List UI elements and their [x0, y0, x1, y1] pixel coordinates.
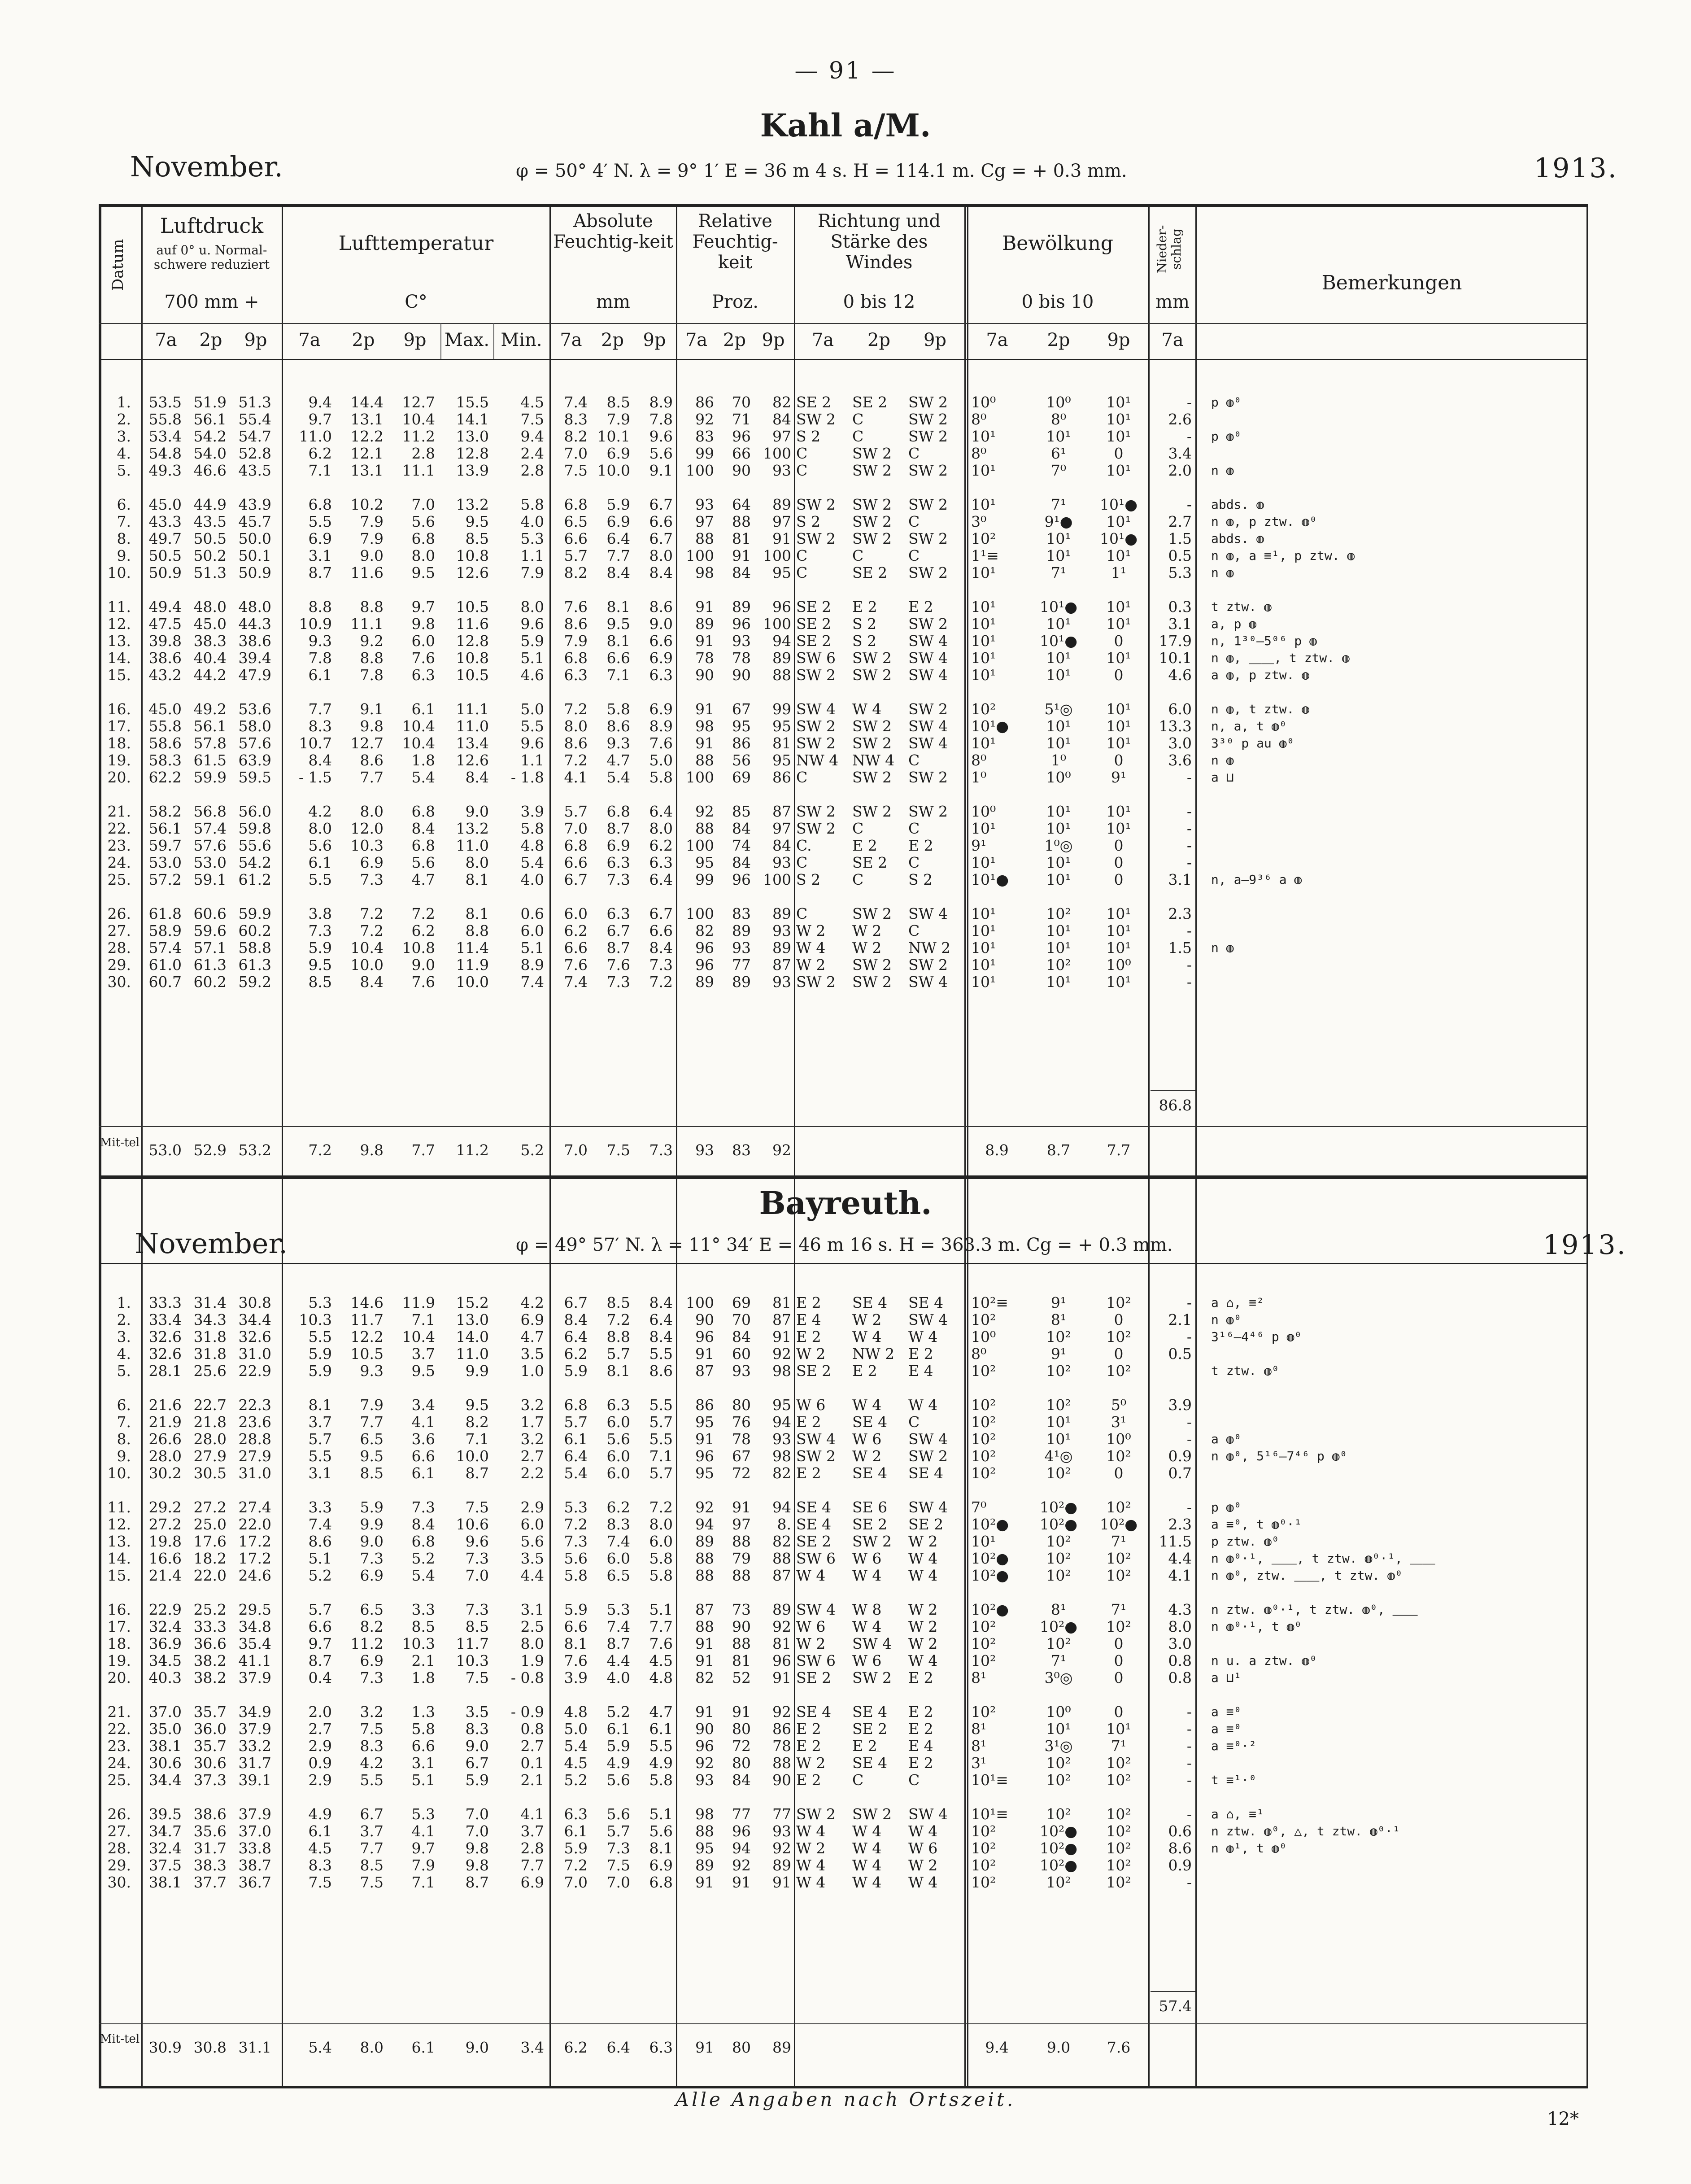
bayreuth-temp-min: 4.2 6.9 4.7 3.5 1.0 3.2 1.7 3.2 2.7 2.2 2.9 6.0 5.6 3.5 4.4 3.1 2.5 8.0 1.9 - 0.8 - 0.9 0.8 2.7 0.1 2.1 4.1 3.7 2.8 7.7 6.9 — [510, 1294, 544, 1891]
bayreuth-pressure-9p: 30.8 34.4 32.6 31.0 22.9 22.3 23.6 28.8 27.9 31.0 27.4 22.0 17.2 17.2 24.6 29.5 34.8 35.4 41.1 37.9 34.9 37.9 33.2 31.7 39.1 37.9 37.0 33.8 38.7 36.7 — [238, 1294, 271, 1891]
kahl-date-col: 1. 2. 3. 4. 5. 6. 7. 8. 9. 10. 11. 12. 13. 14. 15. 16. 17. 18. 19. 20. 21. 22. 23. 24. 25. 26. 27. 28. 29. 30. — [107, 393, 131, 991]
kahl-precip-total: 86.8 — [1159, 1096, 1192, 1114]
month-kahl: November. — [130, 150, 283, 183]
header-absfeucht-unit: mm — [596, 292, 630, 312]
bayreuth-temp-7a: 5.3 10.3 5.5 5.9 5.9 8.1 3.7 5.7 5.5 3.1 3.3 7.4 8.6 5.1 5.2 5.7 6.6 9.7 8.7 0.4 2.0 2.7 2.9 0.9 2.9 4.9 6.1 4.5 8.3 7.5 — [299, 1294, 332, 1891]
header-luftdruck: Luftdruck — [160, 214, 264, 238]
bayreuth-rel-7a: 100 90 96 91 87 86 95 91 96 95 92 94 89 88 88 87 88 91 91 82 91 90 96 92 93 98 88 95 89 91 — [686, 1294, 714, 1891]
kahl-wind-2p: SE 2 C C SW 2 SW 2 SW 2 SW 2 SW 2 C SE 2 E 2 S 2 S 2 SW 2 SW 2 W 4 SW 2 SW 2 NW 4 SW 2 SW 2 C E 2 SE 2 C SW 2 W 2 W 2 SW 2 SW 2 — [852, 393, 895, 991]
kahl-temp-2p: 14.4 13.1 12.2 12.1 13.1 10.2 7.9 7.9 9.0 11.6 8.8 11.1 9.2 8.8 7.8 9.1 9.8 12.7 8.6 7.7 8.0 12.0 10.3 6.9 7.3 7.2 7.2 10.4 10.0 8.4 — [350, 393, 384, 991]
col-sep — [1148, 204, 1150, 2088]
bayreuth-rel-2p: 69 70 84 60 93 80 76 78 67 72 91 97 88 79 88 73 90 88 81 52 91 80 72 80 84 77 96 94 92 91 — [732, 1294, 751, 1891]
kahl-temp-7a: 9.4 9.7 11.0 6.2 7.1 6.8 5.5 6.9 3.1 8.7 8.8 10.9 9.3 7.8 6.1 7.7 8.3 10.7 8.4 - 1.5 4.2 8.0 5.6 6.1 5.5 3.8 7.3 5.9 9.5 8.5 — [298, 393, 332, 991]
kahl-mittel-r2: 83 — [732, 1141, 751, 1159]
obs-7a: 7a — [1161, 330, 1184, 350]
station-title-kahl: Kahl a/M. — [760, 107, 931, 144]
bayreuth-mittel-t9: 6.1 — [411, 2039, 435, 2056]
kahl-mittel-b7: 8.9 — [985, 1141, 1009, 1159]
bayreuth-precip-7a: - 2.1 - 0.5 3.9 - - 0.9 0.7 - 2.3 11.5 4.4 4.1 4.3 8.0 3.0 0.8 0.8 - - - - - - 0.6 8.6 0.9 - — [1159, 1294, 1192, 1891]
bayreuth-mittel-b7: 9.4 — [985, 2039, 1009, 2056]
obs-7a: 7a — [685, 330, 708, 350]
obs-9p: 9p — [762, 330, 785, 350]
bayreuth-abs-9p: 8.4 6.4 8.4 5.5 8.6 5.5 5.7 5.5 7.1 5.7 7.2 8.0 6.0 5.8 5.8 5.1 7.7 7.6 4.5 4.8 4.7 6.1 5.5 4.9 5.8 5.1 5.6 8.1 6.9 6.8 — [649, 1294, 673, 1891]
kahl-mittel-t7: 7.2 — [308, 1141, 332, 1159]
obs-9p: 9p — [1107, 330, 1130, 350]
col-sep — [1195, 204, 1197, 2088]
kahl-mittel-p2: 52.9 — [193, 1141, 227, 1159]
col-sep — [964, 204, 968, 2088]
kahl-cloud-9p: 10¹ 10¹ 10¹ 0 10¹ 10¹● 10¹ 10¹● 10¹ 1¹ 10¹ 10¹ 0 10¹ 0 10¹ 10¹ 10¹ 0 9¹ 10¹ 10¹ 0 0 0 10¹ 10¹ 10¹ 10⁰ 10¹ — [1099, 393, 1138, 991]
kahl-mittel-t2: 9.8 — [360, 1141, 384, 1159]
sheet-signature: 12* — [1547, 2109, 1579, 2129]
kahl-mittel-p7: 53.0 — [148, 1141, 182, 1159]
bayreuth-mittel-a7: 6.2 — [564, 2039, 588, 2056]
kahl-mittel-label: Mit-tel — [100, 1136, 140, 1149]
bayreuth-precip-total: 57.4 — [1159, 1997, 1192, 2015]
bayreuth-mittel-a2: 6.4 — [606, 2039, 630, 2056]
header-wind-unit: 0 bis 12 — [843, 292, 915, 312]
kahl-wind-7a: SE 2 SW 2 S 2 C C SW 2 S 2 SW 2 C C SE 2 SE 2 SE 2 SW 6 SW 2 SW 4 SW 2 SW 2 NW 4 C SW 2 SW 2 C. C S 2 C W 2 W 4 W 2 SW 2 — [796, 393, 839, 991]
kahl-temp-min: 4.5 7.5 9.4 2.4 2.8 5.8 4.0 5.3 1.1 7.9 8.0 9.6 5.9 5.1 4.6 5.0 5.5 9.6 1.1 - 1.8 3.9 5.8 4.8 5.4 4.0 0.6 6.0 5.1 8.9 7.4 — [510, 393, 544, 991]
header-relfeucht-unit: Proz. — [712, 292, 758, 312]
bayreuth-mittel-b9: 7.6 — [1107, 2039, 1131, 2056]
obs-2p: 2p — [723, 330, 746, 350]
bayreuth-mittel-r9: 89 — [772, 2039, 791, 2056]
col-sep — [794, 204, 795, 2088]
kahl-rel-2p: 70 71 96 66 90 64 88 81 91 84 89 96 93 78 90 67 95 86 56 69 85 84 74 84 96 83 89 93 77 89 — [732, 393, 751, 991]
obs-7a: 7a — [811, 330, 834, 350]
month-bayreuth: November. — [135, 1227, 288, 1260]
kahl-abs-2p: 8.5 7.9 10.1 6.9 10.0 5.9 6.9 6.4 7.7 8.4 8.1 9.5 8.1 6.6 7.1 5.8 8.6 9.3 4.7 5.4 6.8 8.7 6.9 6.3 7.3 6.3 6.7 8.7 7.6 7.3 — [597, 393, 630, 991]
bayreuth-cloud-7a: 10²≡ 10² 10⁰ 8⁰ 10² 10² 10² 10² 10² 10² 7⁰ 10²● 10¹ 10²● 10²● 10²● 10² 10² 10² 8¹ 10² 8¹ 8¹ 3¹ 10¹≡ 10¹≡ 10² 10² 10² 10² — [971, 1294, 1009, 1891]
mittel-rule — [99, 1126, 1588, 1127]
obs-2p: 2p — [352, 330, 375, 350]
kahl-mittel-a9: 7.3 — [649, 1141, 673, 1159]
header-lufttemp-unit: C° — [405, 292, 427, 312]
header-bewoelkung: Bewölkung — [1002, 232, 1114, 255]
kahl-mittel-t9: 7.7 — [411, 1141, 435, 1159]
footer-note: Alle Angaben nach Ortszeit. — [675, 2088, 1016, 2110]
bayreuth-abs-7a: 6.7 8.4 6.4 6.2 5.9 6.8 5.7 6.1 6.4 5.4 5.3 7.2 7.3 5.6 5.8 5.9 6.6 8.1 7.6 3.9 4.8 5.0 5.4 4.5 5.2 6.3 6.1 5.9 7.2 7.0 — [564, 1294, 588, 1891]
kahl-pressure-7a: 53.5 55.8 53.4 54.8 49.3 45.0 43.3 49.7 50.5 50.9 49.4 47.5 39.8 38.6 43.2 45.0 55.8 58.6 58.3 62.2 58.2 56.1 59.7 53.0 57.2 61.8 58.9 57.4 61.0 60.7 — [148, 393, 182, 991]
header-niederschlag: Nieder-schlag — [1155, 225, 1184, 273]
bayreuth-pressure-7a: 33.3 33.4 32.6 32.6 28.1 21.6 21.9 26.6 28.0 30.2 29.2 27.2 19.8 16.6 21.4 22.9 32.4 36.9 34.5 40.3 37.0 35.0 38.1 30.6 34.4 39.5 34.7 32.4 37.5 38.1 — [148, 1294, 182, 1891]
kahl-abs-9p: 8.9 7.8 9.6 5.6 9.1 6.7 6.6 6.7 8.0 8.4 8.6 9.0 6.6 6.9 6.3 6.9 8.9 7.6 5.0 5.8 6.4 8.0 6.2 6.3 6.4 6.7 6.6 8.4 7.3 7.2 — [649, 393, 673, 991]
header-relfeucht: Relative Feuchtig-keit — [692, 211, 778, 273]
bayreuth-abs-2p: 8.5 7.2 8.8 5.7 8.1 6.3 6.0 5.6 6.0 6.0 6.2 8.3 7.4 6.0 6.5 5.3 7.4 8.7 4.4 4.0 5.2 6.1 5.9 4.9 5.6 5.6 5.7 7.3 7.5 7.0 — [606, 1294, 630, 1891]
header-luftdruck-sub: auf 0° u. Normal-schwere reduziert — [153, 243, 270, 272]
header-absfeucht: Absolute Feuchtig-keit — [553, 211, 673, 252]
obs-2p: 2p — [1047, 330, 1070, 350]
kahl-temp-9p: 12.7 10.4 11.2 2.8 11.1 7.0 5.6 6.8 8.0 9.5 9.7 9.8 6.0 7.6 6.3 6.1 10.4 10.4 1.8 5.4 6.8 8.4 6.8 5.6 4.7 7.2 6.2 10.8 9.0 7.6 — [402, 393, 435, 991]
mittel-rule — [99, 2023, 1588, 2024]
bayreuth-wind-7a: E 2 E 4 E 2 W 2 SE 2 W 6 E 2 SW 4 SW 2 E 2 SE 4 SE 4 SE 2 SW 6 W 4 SW 4 W 6 W 2 SW 6 SE 2 SE 4 E 2 E 2 W 2 E 2 SW 2 W 4 W 2 W 4 W 4 — [796, 1294, 836, 1891]
bayreuth-temp-9p: 11.9 7.1 10.4 3.7 9.5 3.4 4.1 3.6 6.6 6.1 7.3 8.4 6.8 5.2 5.4 3.3 8.5 10.3 2.1 1.8 1.3 5.8 6.6 3.1 5.1 5.3 4.1 9.7 7.9 7.1 — [402, 1294, 435, 1891]
year-bayreuth: 1913. — [1543, 1229, 1627, 1261]
bayreuth-remarks: a ⌂, ≡² n ◍⁰ 3¹⁶–4⁴⁶ p ◍⁰ t ztw. ◍⁰ a ◍⁰ n ◍⁰, 5¹⁶–7⁴⁶ p ◍⁰ p ◍⁰ a ≡⁰, t ◍⁰·¹ p ztw. ◍⁰ n ◍⁰·¹, ⸏⸏, t ztw. ◍⁰·¹, ⸏⸏ n ◍⁰, ztw. ⸏⸏, t ztw. ◍⁰ n ztw. ◍⁰·¹, t ztw. ◍⁰, ⸏⸏ n ◍⁰·¹, t ◍⁰ n u. a ztw. ◍⁰ a ⊔¹ a ≡⁰ a ≡⁰ a ≡⁰·² t ≡¹·⁰ a ⌂, ≡¹ n ztw. ◍⁰, △, t ztw. ◍⁰·¹ n ◍¹, t ◍⁰ — [1211, 1295, 1435, 1856]
obs-max: Max. — [444, 330, 490, 350]
bayreuth-pressure-2p: 31.4 34.3 31.8 31.8 25.6 22.7 21.8 28.0 27.9 30.5 27.2 25.0 17.6 18.2 22.0 25.2 33.3 36.6 38.2 38.2 35.7 36.0 35.7 30.6 37.3 38.6 35.6 31.7 38.3 37.7 — [193, 1294, 227, 1891]
kahl-mittel-tmax: 11.2 — [456, 1141, 489, 1159]
station-title-bayreuth: Bayreuth. — [759, 1184, 932, 1222]
bayreuth-mittel-tmin: 3.4 — [520, 2039, 544, 2056]
kahl-cloud-7a: 10⁰ 8⁰ 10¹ 8⁰ 10¹ 10¹ 3⁰ 10² 1¹≡ 10¹ 10¹ 10¹ 10¹ 10¹ 10¹ 10² 10¹● 10¹ 8⁰ 1⁰ 10⁰ 10¹ 9¹ 10¹ 10¹● 10¹ 10¹ 10¹ 10¹ 10¹ — [971, 393, 1009, 991]
kahl-mittel-p9: 53.2 — [238, 1141, 271, 1159]
bayreuth-cloud-9p: 10² 0 10² 0 10² 5⁰ 3¹ 10⁰ 10² 0 10² 10²● 7¹ 10² 10² 7¹ 10² 0 0 0 0 10¹ 7¹ 10² 10² 10² 10² 10² 10² 10² — [1099, 1294, 1138, 1891]
bayreuth-mittel-r2: 80 — [732, 2039, 751, 2056]
bayreuth-mittel-b2: 9.0 — [1046, 2039, 1071, 2056]
bayreuth-date-col: 1. 2. 3. 4. 5. 6. 7. 8. 9. 10. 11. 12. 13. 14. 15. 16. 17. 18. 19. 20. 21. 22. 23. 24. 25. 26. 27. 28. 29. 30. — [107, 1294, 131, 1891]
kahl-mittel-r9: 92 — [772, 1141, 791, 1159]
bayreuth-mittel-r7: 91 — [695, 2039, 714, 2056]
page-number: — 91 — — [794, 57, 897, 84]
obs-9p: 9p — [923, 330, 947, 350]
header-niederschlag-unit: mm — [1155, 292, 1190, 312]
sum-rule — [1151, 1090, 1195, 1091]
kahl-remarks: p ◍⁰ p ◍⁰ n ◍ abds. ◍ n ◍, p ztw. ◍⁰ abds. ◍ n ◍, a ≡¹, p ztw. ◍ n ◍ t ztw. ◍ a, p ◍ n, 1³⁰–5⁰⁶ p ◍ n ◍, ⸏⸏, t ztw. ◍ a ◍, p ztw. ◍ n ◍, t ztw. ◍ n, a, t ◍⁰ 3³⁰ p au ◍⁰ n ◍ a ⊔ n, a–9³⁶ a ◍ n ◍ — [1211, 395, 1355, 955]
kahl-mittel-a2: 7.5 — [606, 1141, 630, 1159]
obs-9p: 9p — [244, 330, 267, 350]
header-bewoelkung-unit: 0 bis 10 — [1021, 292, 1094, 312]
bottom-rule — [99, 2086, 1588, 2088]
coords-kahl: φ = 50° 4′ N. λ = 9° 1′ E = 36 m 4 s. H = 114.1 m. Cg = + 0.3 mm. — [516, 161, 1127, 181]
bayreuth-mittel-t2: 8.0 — [360, 2039, 384, 2056]
year-kahl: 1913. — [1534, 153, 1618, 184]
bayreuth-mittel-p9: 31.1 — [238, 2039, 271, 2056]
bayreuth-mittel-tmax: 9.0 — [465, 2039, 489, 2056]
kahl-pressure-2p: 51.9 56.1 54.2 54.0 46.6 44.9 43.5 50.5 50.2 51.3 48.0 45.0 38.3 40.4 44.2 49.2 56.1 57.8 61.5 59.9 56.8 57.4 57.6 53.0 59.1 60.6 59.6 57.1 61.3 60.2 — [193, 393, 227, 991]
header-datum: Datum — [109, 239, 127, 291]
coords-bayreuth: φ = 49° 57′ N. λ = 11° 34′ E = 46 m 16 s. H = 363.3 m. Cg = + 0.3 mm. — [516, 1235, 1173, 1255]
obs-7a: 7a — [986, 330, 1008, 350]
obs-9p: 9p — [643, 330, 666, 350]
kahl-mittel-b2: 8.7 — [1046, 1141, 1071, 1159]
kahl-wind-9p: SW 2 SW 2 SW 2 C SW 2 SW 2 C SW 2 C SW 2 E 2 SW 2 SW 4 SW 4 SW 4 SW 2 SW 4 SW 4 C SW 2 SW 2 C E 2 C S 2 SW 4 C NW 2 SW 2 SW 4 — [908, 393, 951, 991]
sum-rule — [1151, 1991, 1195, 1992]
obs-2p: 2p — [867, 330, 891, 350]
bayreuth-mittel-t7: 5.4 — [308, 2039, 332, 2056]
bayreuth-mittel-a9: 6.3 — [649, 2039, 673, 2056]
bayreuth-wind-2p: SE 4 W 2 W 4 NW 2 E 2 W 4 SE 4 W 6 W 2 SE 4 SE 6 SE 2 SW 2 W 6 W 4 W 8 W 4 SW 4 W 6 SW 2 SE 4 SE 2 E 2 SE 4 C SW 2 W 4 W 4 W 4 W 4 — [852, 1294, 895, 1891]
kahl-precip-7a: - 2.6 - 3.4 2.0 - 2.7 1.5 0.5 5.3 0.3 3.1 17.9 10.1 4.6 6.0 13.3 3.0 3.6 - - - - - 3.1 2.3 - 1.5 - - — [1159, 393, 1192, 991]
bayreuth-top-rule — [99, 1263, 1588, 1264]
header-wind: Richtung und Stärke des Windes — [817, 211, 941, 273]
kahl-mittel-tmin: 5.2 — [520, 1141, 544, 1159]
obs-7a: 7a — [298, 330, 321, 350]
header-rule — [99, 323, 1588, 324]
bayreuth-temp-max: 15.2 13.0 14.0 11.0 9.9 9.5 8.2 7.1 10.0 8.7 7.5 10.6 9.6 7.3 7.0 7.3 8.5 11.7 10.3 7.5 3.5 8.3 9.0 6.7 5.9 7.0 7.0 9.8 9.8 8.7 — [456, 1294, 489, 1891]
obs-7a: 7a — [560, 330, 582, 350]
header-luftdruck-unit: 700 mm + — [164, 292, 259, 312]
bayreuth-mittel-p2: 30.8 — [193, 2039, 227, 2056]
kahl-rel-9p: 82 84 97 100 93 89 97 91 100 95 96 100 94 89 88 99 95 81 95 86 87 97 84 93 100 89 93 89 87 93 — [763, 393, 791, 991]
header-bemerkungen: Bemerkungen — [1321, 271, 1462, 294]
bayreuth-temp-2p: 14.6 11.7 12.2 10.5 9.3 7.9 7.7 6.5 9.5 8.5 5.9 9.9 9.0 7.3 6.9 6.5 8.2 11.2 6.9 7.3 3.2 7.5 8.3 4.2 5.5 6.7 3.7 7.7 8.5 7.5 — [350, 1294, 384, 1891]
bayreuth-mittel-p7: 30.9 — [148, 2039, 182, 2056]
obs-min: Min. — [501, 330, 542, 350]
header-rule — [99, 359, 1588, 360]
header-lufttemp: Lufttemperatur — [338, 232, 494, 255]
bayreuth-cloud-2p: 9¹ 8¹ 10² 9¹ 10² 10² 10¹ 10¹ 4¹◎ 10² 10²● 10²● 10² 10² 10² 8¹ 10²● 10² 7¹ 3⁰◎ 10⁰ 10¹ 3¹◎ 10² 10² 10² 10²● 10²● 10²● 10² — [1039, 1294, 1077, 1891]
section-divider — [99, 1175, 1588, 1179]
obs-2p: 2p — [199, 330, 222, 350]
kahl-cloud-2p: 10⁰ 8⁰ 10¹ 6¹ 7⁰ 7¹ 9¹● 10¹ 10¹ 7¹ 10¹● 10¹ 10¹● 10¹ 10¹ 5¹◎ 10¹ 10¹ 1⁰ 10⁰ 10¹ 10¹ 1⁰◎ 10¹ 10¹ 10² 10¹ 10¹ 10² 10¹ — [1039, 393, 1077, 991]
bayreuth-rel-9p: 81 87 91 92 98 95 94 93 98 82 94 8. 82 88 87 89 92 81 96 91 92 86 78 88 90 77 93 92 89 91 — [772, 1294, 791, 1891]
bayreuth-mittel-label: Mit-tel — [100, 2032, 140, 2046]
kahl-mittel-b9: 7.7 — [1107, 1141, 1131, 1159]
obs-2p: 2p — [601, 330, 624, 350]
obs-7a: 7a — [155, 330, 177, 350]
kahl-temp-max: 15.5 14.1 13.0 12.8 13.9 13.2 9.5 8.5 10.8 12.6 10.5 11.6 12.8 10.8 10.5 11.1 11.0 13.4 12.6 8.4 9.0 13.2 11.0 8.0 8.1 8.1 8.8 11.4 11.9 10.0 — [456, 393, 489, 991]
kahl-abs-7a: 7.4 8.3 8.2 7.0 7.5 6.8 6.5 6.6 5.7 8.2 7.6 8.6 7.9 6.8 6.3 7.2 8.0 8.6 7.2 4.1 5.7 7.0 6.8 6.6 6.7 6.0 6.2 6.6 7.6 7.4 — [564, 393, 588, 991]
obs-9p: 9p — [403, 330, 427, 350]
kahl-pressure-9p: 51.3 55.4 54.7 52.8 43.5 43.9 45.7 50.0 50.1 50.9 48.0 44.3 38.6 39.4 47.9 53.6 58.0 57.6 63.9 59.5 56.0 59.8 55.6 54.2 61.2 59.9 60.2 58.8 61.3 59.2 — [238, 393, 271, 991]
kahl-mittel-r7: 93 — [695, 1141, 714, 1159]
kahl-mittel-a7: 7.0 — [564, 1141, 588, 1159]
bayreuth-wind-9p: SE 4 SW 4 W 4 E 2 E 4 W 4 C SW 4 SW 2 SE 4 SW 4 SE 2 W 2 W 4 W 4 W 2 W 2 W 2 W 4 E 2 E 2 E 2 E 4 E 2 C SW 4 W 4 W 6 W 2 W 4 — [908, 1294, 948, 1891]
kahl-rel-7a: 86 92 83 99 100 93 97 88 100 98 91 89 91 78 90 91 98 91 88 100 92 88 100 95 99 100 82 96 96 89 — [686, 393, 714, 991]
